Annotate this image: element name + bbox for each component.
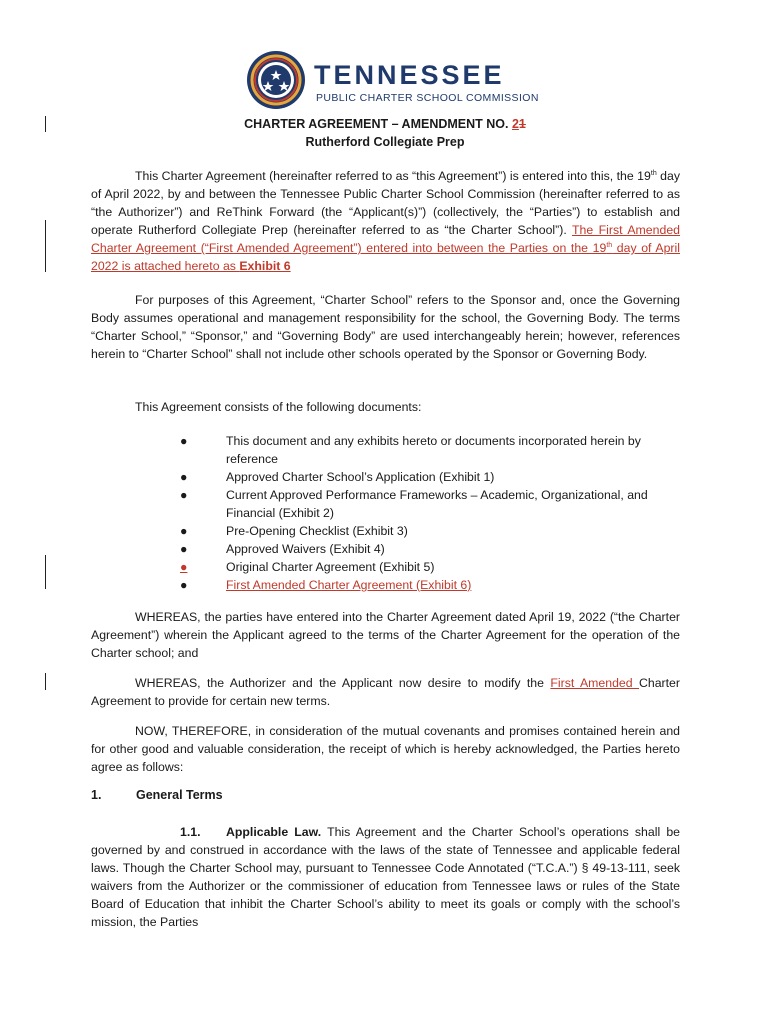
- section-1-1-number: 1.1.: [180, 825, 201, 839]
- definitions-text: For purposes of this Agreement, “Charter School” refers to the Sponsor and, once the Governing Body assumes operational and management responsibility for the school, the Governing Body. The terms “Charter School,” “Sponsor,” and “Governing Body” are used interchangeably herein; however, references herein to “Charter School” shall not include other schools operated by the Sponsor or Governing Body.: [91, 293, 680, 361]
- list-item-text: Current Approved Performance Frameworks – Academic, Organizational, and Financial (Exhibit 2): [226, 488, 648, 520]
- amend-number-inserted: 2: [511, 117, 519, 131]
- title-text: CHARTER AGREEMENT – AMENDMENT NO.: [244, 117, 512, 131]
- bullet-icon: ●: [180, 488, 188, 502]
- list-item-text: Approved Charter School’s Application (Exhibit 1): [226, 470, 495, 484]
- whereas-paragraph-1: [91, 608, 680, 662]
- bullet-icon: ●: [180, 578, 188, 592]
- intro-paragraph: [91, 167, 680, 275]
- whereas-paragraph-2: [91, 674, 680, 710]
- change-bar: [45, 220, 46, 272]
- intro-text-a: This Charter Agreement (hereinafter referred to as “this Agreement”) is entered into this, the 19: [135, 169, 651, 183]
- amend-number-deleted: 1: [518, 117, 526, 131]
- bullet-icon: ●: [180, 542, 188, 556]
- documents-intro-text: This Agreement consists of the following documents:: [135, 400, 422, 414]
- list-item: [180, 540, 682, 558]
- list-item: [180, 522, 682, 540]
- list-item-text: This document and any exhibits hereto or documents incorporated herein by reference: [226, 434, 641, 466]
- bullet-icon: ●: [180, 470, 188, 484]
- bullet-icon: ●: [180, 524, 188, 538]
- section-1-1-paragraph: [91, 823, 680, 931]
- section-1-number: 1.: [91, 788, 102, 802]
- org-name: TENNESSEE: [314, 60, 505, 90]
- list-item: [180, 486, 682, 522]
- bullet-icon: ●: [180, 434, 188, 448]
- whereas-2-inserted: First Amended: [550, 676, 639, 690]
- intro-sup: th: [650, 169, 657, 177]
- inserted-text-b: day of April 2022 is attached hereto as: [91, 241, 680, 273]
- list-item: [180, 468, 682, 486]
- inserted-sup: th: [606, 241, 613, 249]
- definitions-paragraph: [91, 291, 680, 363]
- documents-intro: [91, 398, 680, 416]
- section-1-heading: [91, 788, 223, 802]
- list-item-text: First Amended Charter Agreement (Exhibit 6): [226, 578, 472, 592]
- section-1-1-title: Applicable Law.: [226, 825, 322, 839]
- change-bar: [45, 673, 46, 690]
- whereas-2-text-a: WHEREAS, the Authorizer and the Applicant now desire to modify the: [135, 676, 551, 690]
- list-item: [180, 432, 682, 468]
- agreement-title: [0, 117, 770, 131]
- bullet-icon: ●: [180, 560, 188, 574]
- list-item: [180, 558, 682, 576]
- org-subtitle: PUBLIC CHARTER SCHOOL COMMISSION: [316, 92, 539, 104]
- list-item-text: Pre-Opening Checklist (Exhibit 3): [226, 524, 408, 538]
- section-1-title: General Terms: [136, 788, 223, 802]
- now-therefore-text: NOW, THEREFORE, in consideration of the mutual covenants and promises contained herein and for other good and valuable consideration, the receipt of which is hereby acknowledged, the Parties hereto agree as follows:: [91, 724, 680, 774]
- inserted-text-a: The First Amended Charter Agreement (“First Amended Agreement”) entered into between the Parties on the 19: [91, 223, 680, 255]
- intro-text-b: day of April 2022, by and between the Tennessee Public Charter School Commission (hereinafter referred to as “the Authorizer”) and ReThink Forward (the “Applicant(s)”) (collectively, the “Parties”) to establish and operate Rutherford Collegiate Prep (hereinafter referred to as “the Charter School”).: [91, 169, 680, 237]
- exhibit-6-ref: Exhibit 6: [239, 259, 291, 273]
- tennessee-seal-icon: [246, 50, 306, 110]
- list-item-text: Approved Waivers (Exhibit 4): [226, 542, 385, 556]
- school-subtitle: Rutherford Collegiate Prep: [305, 135, 465, 149]
- list-item-text: Original Charter Agreement (Exhibit 5): [226, 560, 435, 574]
- whereas-2-text-b: Charter Agreement to provide for certain new terms.: [91, 676, 680, 708]
- now-therefore-paragraph: [91, 722, 680, 776]
- whereas-1-text: WHEREAS, the parties have entered into the Charter Agreement dated April 19, 2022 (“the Charter Agreement”) wherein the Applicant agreed to the terms of the Charter Agreement for the operation of the Charter school; and: [91, 610, 680, 660]
- change-bar: [45, 555, 46, 589]
- commission-logo: [246, 50, 546, 110]
- documents-list: [180, 432, 682, 594]
- section-1-1-text: This Agreement and the Charter School’s operations shall be governed by and construed in accordance with the laws of the state of Tennessee and applicable federal laws. Though the Charter School may, pursuant to Tennessee Code Annotated (“T.C.A.”) § 49-13-111, seek waivers from the Authorizer or the commissioner of education from Tennessee laws or rules of the State Board of Education that inhibit the Charter School’s ability to meet its goals or comply with the school’s mission, the Parties: [91, 825, 680, 929]
- list-item: [180, 576, 682, 594]
